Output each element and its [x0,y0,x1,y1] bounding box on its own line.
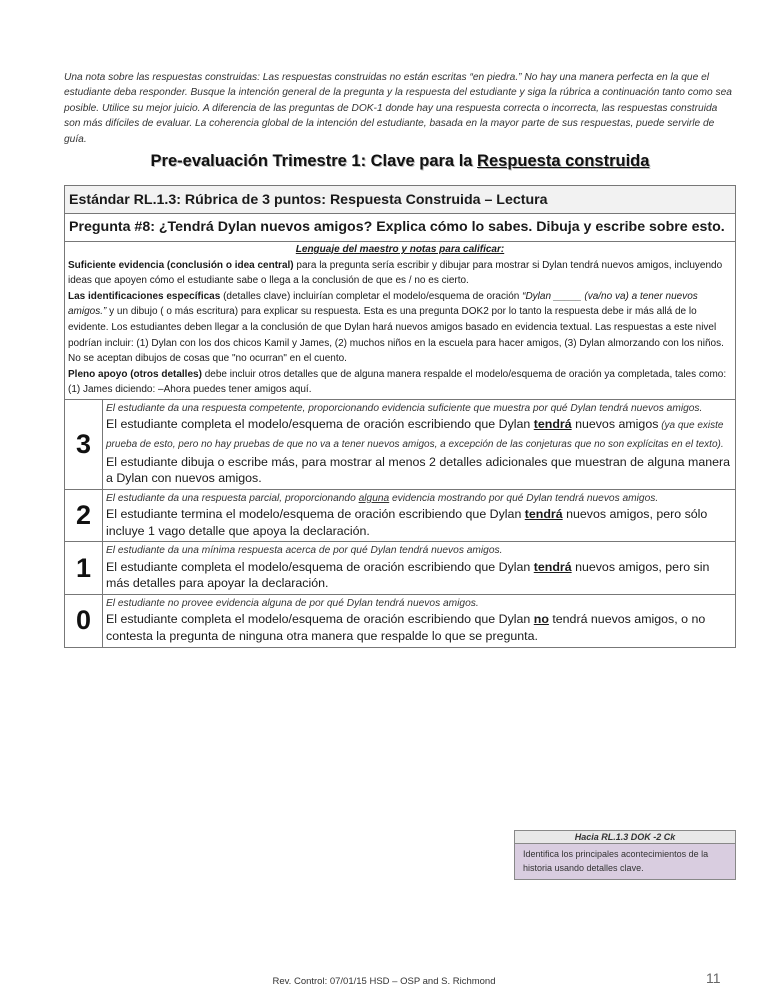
score-1-lead: El estudiante da una mínima respuesta acerca de por qué Dylan tendrá nuevos amigos. [106,545,503,557]
page-title [64,152,736,171]
score-3-l2-b: nuevos amigos [571,417,659,432]
score-2-l2-a: El estudiante termina el modelo/esquema de oración escribiendo que Dylan [106,507,525,522]
score-1-description [103,542,736,595]
notes-p2-italic: “Dylan _____ (va/no va) a tener nuevos amigos.” [68,290,698,318]
standard-heading: Estándar RL.1.3: Rúbrica de 3 puntos: Respuesta Construida – Lectura [65,186,736,214]
score-0-l2-emph: no [533,612,549,627]
notes-p2-a: (detalles clave) incluirían completar el modelo/esquema de oración [220,290,523,302]
score-2: 2 [65,489,103,542]
score-1-l2-emph: tendrá [533,559,572,574]
score-2-description [103,489,736,542]
notes-p3-rest: debe incluir otros detalles que de alguna manera respalde el modelo/esquema de oración ya completada, tales como: (1) James diciendo: –Ahora puedes tener amigos aquí. [68,368,727,396]
question-text: Pregunta #8: ¿Tendrá Dylan nuevos amigos? Explica cómo lo sabes. Dibuja y escribe sobre esto. [65,214,736,242]
score-1: 1 [65,542,103,595]
score-row-1 [65,542,736,595]
notes-full-support [68,367,732,398]
hacia-title: Hacia RL.1.3 DOK -2 Ck [515,831,736,844]
score-0-lead: El estudiante no provee evidencia alguna de por qué Dylan tendrá nuevos amigos. [106,597,479,609]
notes-p1-bold: Suficiente evidencia (conclusión o idea central) [68,259,294,271]
score-3-line-2 [106,416,732,453]
notes-p2-bold: Las identificaciones específicas [68,290,221,302]
score-3-line-3: El estudiante dibuja o escribe más, para mostrar al menos 2 detalles adicionales que muestran de alguna manera a Dylan con nuevos amigos. [106,454,731,486]
notes-sufficient-evidence [68,258,732,289]
notes-row [65,242,736,400]
score-row-0 [65,594,736,647]
intro-note: Una nota sobre las respuestas construidas: Las respuestas construidas no están escritas “en piedra.” No hay una manera perfecta en la que el estudiante deba responder. Busque la intención general de la pregunta y la respuesta del estudiante y siga la rúbrica a continuación tanto como sea posible. Utilice su mejor juicio. A diferencia de las preguntas de DOK-1 donde hay una respuesta correcta o incorrecta, las respuestas construida son más difíciles de evaluar. La coherencia global de la intención del estudiante, basada en la mayor parte de sus respuestas, puede servirle de guía. [64,72,732,145]
score-0-l2-a: El estudiante completa el modelo/esquema de oración escribiendo que Dylan [106,612,534,627]
score-2-l2-b: nuevos amigos, pero sólo incluye 1 vago detalle que apoya la declaración. [106,507,708,538]
score-3-description [103,399,736,489]
title-underlined: Respuesta construida [477,152,650,170]
rubric-table [64,185,736,648]
notes-specific-ids [68,289,732,367]
score-3-l2-emph: tendrá [533,417,572,432]
hacia-body: Identifica los principales acontecimientos de la historia usando detalles clave. [515,844,736,880]
score-row-3 [65,399,736,489]
hacia-box [514,830,736,880]
score-row-2 [65,489,736,542]
standard-row [65,186,736,214]
notes-p2-b: y un dibujo ( o más escritura) para explicar su respuesta. Esta es una pregunta DOK2 por lo tanto la respuesta debe ir más allá de lo evidente. Los estudiantes deben llegar a la conclusión de que Dylan hará nuevos amigos basado en evidencia textual. Las respuestas a este nivel podrían incluir: (1) Dylan con los dos chicos Kamil y James, (2) muchos niños en la escuela para hacer amigos, (3) Dylan almorzando con los niños. No se aceptan dibujos de cosas que "no ocurran" en el cuento. [68,306,724,365]
score-2-l2-emph: tendrá [524,507,563,522]
score-2-lead-b: evidencia mostrando por qué Dylan tendrá nuevos amigos. [389,492,659,504]
score-2-line-2 [106,506,732,539]
score-3: 3 [65,399,103,489]
score-3-lead: El estudiante da una respuesta competente, proporcionando evidencia suficiente que muestra por qué Dylan tendrá nuevos amigos. [106,402,703,414]
notes-p1-rest: para la pregunta sería escribir y dibujar para mostrar si Dylan tendrá nuevos amigos, incluyendo ideas que apoyen cómo el estudiante sabe o llega a la conclusión de que es / no es cierto. [68,259,723,287]
teacher-notes [65,242,736,400]
title-main: Pre-evaluación Trimestre 1: Clave para la [150,152,478,170]
score-1-l2-b: nuevos amigos, pero sin más detalles para apoyar la declaración. [106,559,710,591]
notes-p3-bold: Pleno apoyo (otros detalles) [68,368,202,380]
score-1-l2-a: El estudiante completa el modelo/esquema de oración escribiendo que Dylan [106,559,534,574]
page-number: 11 [706,970,721,986]
score-2-lead [106,491,732,506]
question-row [65,214,736,242]
score-0-description [103,594,736,647]
score-0-l2-b: tendrá nuevos amigos, o no contesta la pregunta de ninguna otra manera que respalde lo que se pregunta. [106,612,706,643]
notes-heading: Lenguaje del maestro y notas para calificar: [295,244,505,255]
score-3-l2-small: (ya que existe prueba de esto, pero no hay pruebas de que no va a tener nuevos amigos, a excepción de las conjeturas que no son explícitas en el texto). [106,420,724,450]
score-2-lead-ul: alguna [358,492,390,504]
footer-revision: Rev. Control: 07/01/15 HSD – OSP and S. Richmond [272,976,496,987]
score-0-line-2 [106,611,732,644]
score-1-line-2 [106,559,732,592]
score-0: 0 [65,594,103,647]
score-3-l2-a: El estudiante completa el modelo/esquema de oración escribiendo que Dylan [106,417,534,432]
score-2-lead-a: El estudiante da una respuesta parcial, proporcionando [106,492,359,504]
